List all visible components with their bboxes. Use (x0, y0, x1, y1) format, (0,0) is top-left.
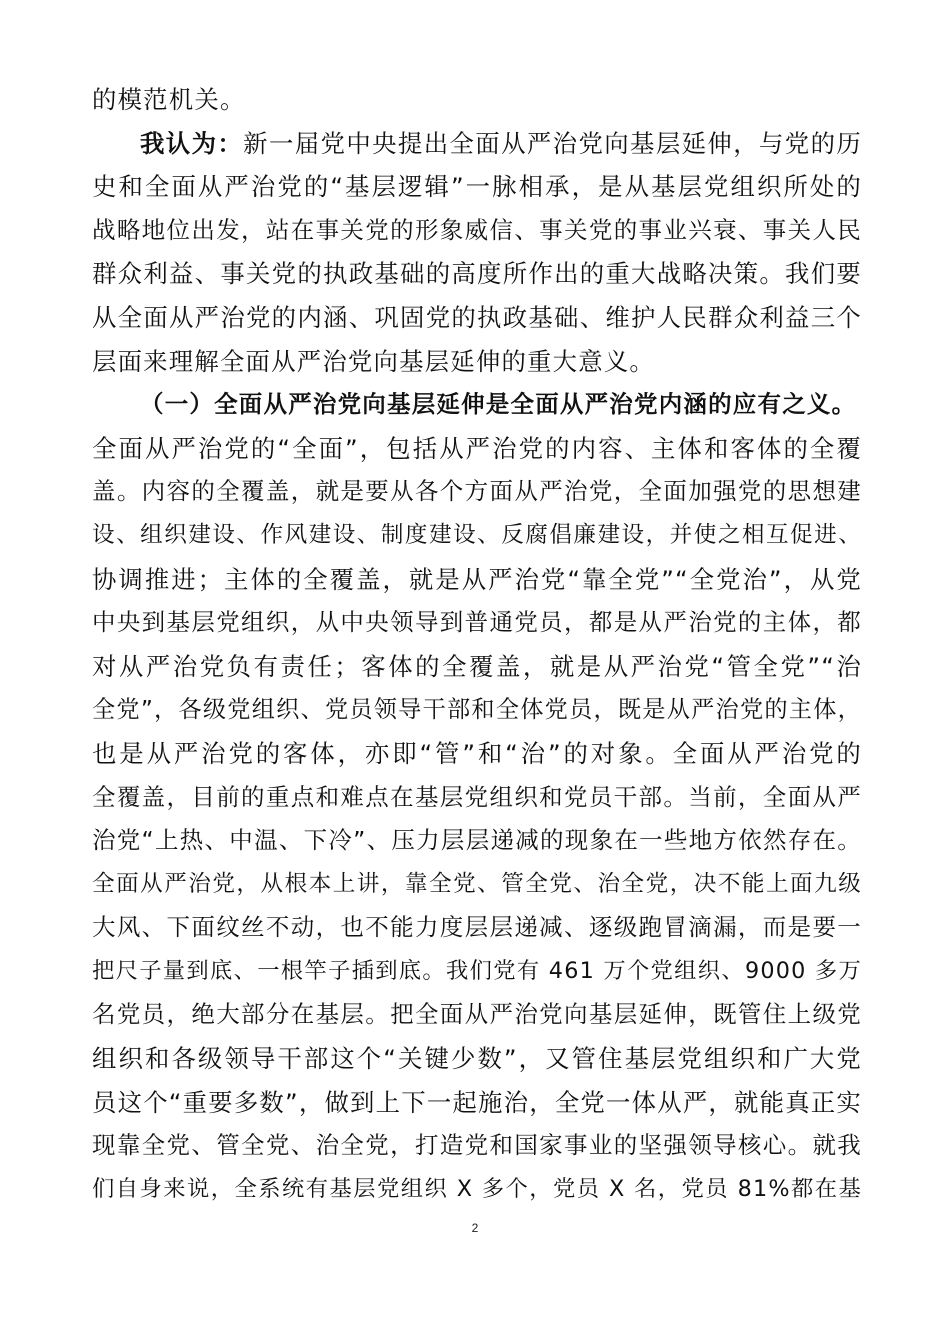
line-text: 的模范机关。 (92, 85, 246, 114)
text-line (92, 688, 862, 732)
text-line (92, 1168, 862, 1212)
line-text: 盖。内容的全覆盖，就是要从各个方面从严治党，全面加强党的思想建 (92, 477, 862, 506)
body-text (92, 78, 862, 1211)
line-text: 战略地位出发，站在事关党的形象威信、事关党的事业兴衰、事关人民 (92, 215, 862, 244)
line-text: 设、组织建设、作风建设、制度建设、反腐倡廉建设，并使之相互促进、 (92, 521, 862, 548)
line-text: 新一届党中央提出全面从严治党向基层延伸，与党的历 (243, 128, 862, 158)
line-text: 治党“上热、中温、下冷”、压力层层递减的现象在一些地方依然存在。 (92, 826, 862, 855)
line-text: 大风、下面纹丝不动，也不能力度层层递减、逐级跑冒滴漏，而是要一 (92, 913, 862, 942)
text-line (92, 601, 862, 645)
text-line (92, 165, 862, 209)
text-line (92, 1081, 862, 1125)
text-line (92, 950, 862, 994)
line-text: 协调推进；主体的全覆盖，就是从严治党“靠全党”“全党治”，从党 (92, 564, 862, 594)
text-line (92, 514, 862, 558)
line-text: 从全面从严治党的内涵、巩固党的执政基础、维护人民群众利益三个 (92, 302, 862, 332)
text-line (92, 558, 862, 602)
text-line (92, 252, 862, 296)
bold-lead-text: 我认为： (140, 128, 244, 158)
text-line (92, 906, 862, 950)
line-text: 把尺子量到底、一根竿子插到底。我们党有 461 万个党组织、9000 多万 (92, 957, 862, 984)
line-text: 员这个“重要多数”，做到上下一起施治，全党一体从严，就能真正实 (92, 1087, 862, 1117)
text-line (92, 122, 862, 166)
line-text: 也是从严治党的客体，亦即“管”和“治”的对象。全面从严治党的 (92, 738, 862, 768)
line-text: 名党员，绝大部分在基层。把全面从严治党向基层延伸，既管住上级党 (92, 1000, 862, 1029)
line-text: 群众利益、事关党的执政基础的高度所作出的重大战略决策。我们要 (92, 259, 862, 289)
text-line (92, 427, 862, 471)
text-line (92, 209, 862, 253)
text-line (92, 296, 862, 340)
line-text: 组织和各级领导干部这个“关键少数”，又管住基层党组织和广大党 (92, 1044, 862, 1074)
text-line (92, 1037, 862, 1081)
line-text: 全面从严治党，从根本上讲，靠全党、管全党、治全党，决不能上面九级 (92, 870, 862, 897)
line-text: 全覆盖，目前的重点和难点在基层党组织和党员干部。当前，全面从严 (92, 782, 862, 811)
page-number: 2 (471, 1221, 479, 1235)
line-text: 中央到基层党组织，从中央领导到普通党员，都是从严治党的主体，都 (92, 608, 862, 637)
line-text: 全面从严治党的“全面”，包括从严治党的内容、主体和客体的全覆 (92, 433, 862, 463)
text-line (92, 732, 862, 776)
text-line (92, 863, 862, 907)
line-text: 史和全面从严治党的“基层逻辑”一脉相承，是从基层党组织所处的 (92, 172, 862, 202)
bold-lead-text: （一）全面从严治党向基层延伸是全面从严治党内涵的应有之义。 (140, 390, 857, 419)
text-line (92, 819, 862, 863)
text-line (92, 645, 862, 689)
line-text: 层面来理解全面从严治党向基层延伸的重大意义。 (92, 346, 655, 376)
text-line (92, 993, 862, 1037)
line-text: 们自身来说，全系统有基层党组织 X 多个，党员 X 名，党员 81%都在基 (92, 1175, 862, 1202)
text-line (92, 1124, 862, 1168)
line-text: 全党”，各级党组织、党员领导干部和全体党员，既是从严治党的主体， (92, 696, 862, 724)
text-line (92, 776, 862, 820)
text-line (92, 340, 862, 384)
line-text: 现靠全党、管全党、治全党，打造党和国家事业的坚强领导核心。就我 (92, 1131, 862, 1160)
text-line (92, 78, 862, 122)
text-line (92, 470, 862, 514)
text-line (92, 383, 862, 427)
line-text: 对从严治党负有责任；客体的全覆盖，就是从严治党“管全党”“治 (92, 651, 862, 681)
